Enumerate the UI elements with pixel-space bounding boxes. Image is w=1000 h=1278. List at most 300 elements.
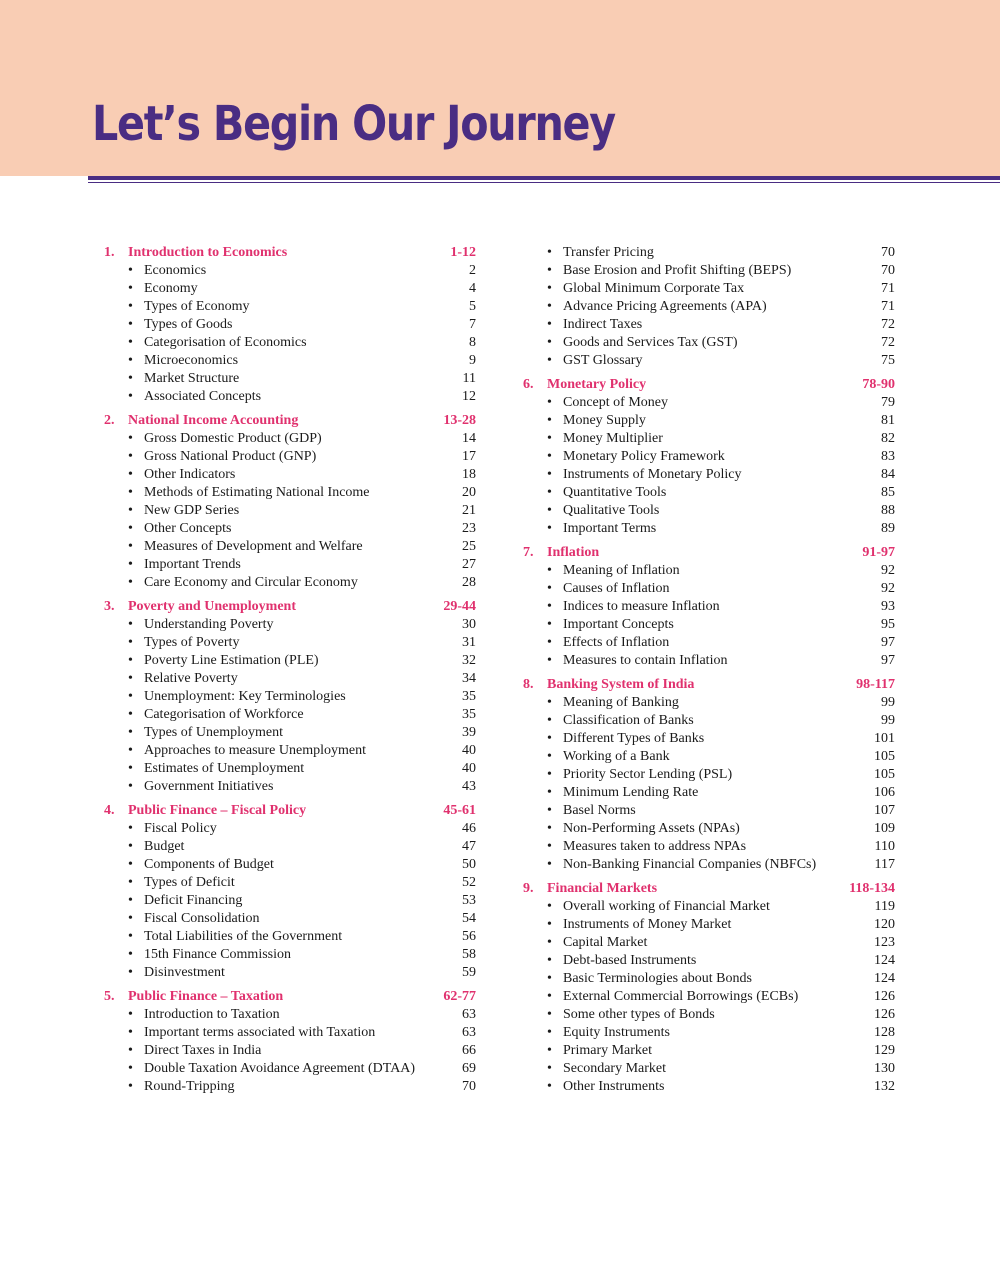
- toc-entry[interactable]: [523, 916, 895, 934]
- bullet-icon: •: [547, 635, 552, 650]
- title-rule-thin: [88, 182, 1000, 183]
- chapter-number: 7.: [523, 545, 534, 560]
- toc-entry[interactable]: [104, 298, 476, 316]
- bullet-icon: •: [547, 857, 552, 872]
- bullet-icon: •: [128, 671, 133, 686]
- bullet-icon: •: [547, 713, 552, 728]
- toc-entry[interactable]: [523, 1024, 895, 1042]
- toc-entry[interactable]: [104, 334, 476, 352]
- entry-label: Fiscal Consolidation: [144, 911, 260, 926]
- chapter-title: National Income Accounting: [128, 413, 299, 428]
- entry-page: 52: [462, 875, 476, 890]
- bullet-icon: •: [128, 857, 133, 872]
- entry-page: 132: [874, 1079, 895, 1094]
- bullet-icon: •: [128, 875, 133, 890]
- toc-entry[interactable]: [104, 1006, 476, 1024]
- chapter-number: 3.: [104, 599, 115, 614]
- entry-page: 70: [881, 263, 895, 278]
- toc-entry[interactable]: [104, 910, 476, 928]
- entry-label: Introduction to Taxation: [144, 1007, 280, 1022]
- toc-entry[interactable]: [523, 988, 895, 1006]
- entry-page: 95: [881, 617, 895, 632]
- chapter-heading[interactable]: [104, 412, 476, 430]
- toc-entry[interactable]: [523, 280, 895, 298]
- entry-label: Types of Unemployment: [144, 725, 283, 740]
- entry-page: 71: [881, 281, 895, 296]
- toc-entry[interactable]: [523, 1006, 895, 1024]
- entry-label: Market Structure: [144, 371, 240, 386]
- bullet-icon: •: [547, 653, 552, 668]
- entry-page: 12: [462, 389, 476, 404]
- chapter-heading[interactable]: [523, 376, 895, 394]
- bullet-icon: •: [128, 689, 133, 704]
- entry-page: 84: [881, 467, 895, 482]
- toc-entry[interactable]: [104, 1042, 476, 1060]
- chapter-heading[interactable]: [523, 880, 895, 898]
- entry-page: 105: [874, 767, 895, 782]
- bullet-icon: •: [128, 299, 133, 314]
- toc-entry[interactable]: [523, 298, 895, 316]
- entry-page: 99: [881, 695, 895, 710]
- toc-entry[interactable]: [104, 964, 476, 982]
- chapter-heading[interactable]: [104, 988, 476, 1006]
- toc-chapter: [104, 412, 476, 592]
- toc-chapter: [104, 244, 476, 406]
- bullet-icon: •: [128, 635, 133, 650]
- entry-page: 124: [874, 953, 895, 968]
- bullet-icon: •: [128, 947, 133, 962]
- toc-entry[interactable]: [523, 898, 895, 916]
- chapter-title: Public Finance – Taxation: [128, 989, 284, 1004]
- toc-entry[interactable]: [523, 616, 895, 634]
- toc-entry[interactable]: [104, 652, 476, 670]
- entry-label: Categorisation of Workforce: [144, 707, 304, 722]
- toc-entry[interactable]: [104, 946, 476, 964]
- entry-page: 89: [881, 521, 895, 536]
- bullet-icon: •: [547, 695, 552, 710]
- toc-entry[interactable]: [523, 580, 895, 598]
- entry-page: 32: [462, 653, 476, 668]
- entry-label: Qualitative Tools: [563, 503, 660, 518]
- entry-label: Poverty Line Estimation (PLE): [144, 653, 319, 668]
- bullet-icon: •: [128, 317, 133, 332]
- entry-label: Important terms associated with Taxation: [144, 1025, 376, 1040]
- entry-label: Care Economy and Circular Economy: [144, 575, 358, 590]
- entry-page: 4: [469, 281, 476, 296]
- entry-page: 14: [462, 431, 476, 446]
- entry-page: 126: [874, 989, 895, 1004]
- entry-label: Economy: [144, 281, 198, 296]
- toc-entry[interactable]: [104, 1078, 476, 1096]
- toc-entry[interactable]: [104, 262, 476, 280]
- toc-chapter: [523, 544, 895, 670]
- entry-label: Quantitative Tools: [563, 485, 667, 500]
- entry-page: 8: [469, 335, 476, 350]
- toc-chapter: [523, 376, 895, 538]
- entry-page: 43: [462, 779, 476, 794]
- toc-entry[interactable]: [104, 838, 476, 856]
- entry-page: 117: [874, 857, 895, 872]
- toc-entry[interactable]: [104, 388, 476, 406]
- toc-entry[interactable]: [523, 1042, 895, 1060]
- toc-entry[interactable]: [523, 262, 895, 280]
- entry-page: 39: [462, 725, 476, 740]
- toc-chapter: [523, 244, 895, 370]
- entry-page: 27: [462, 557, 476, 572]
- entry-label: Primary Market: [563, 1043, 653, 1058]
- toc-entry[interactable]: [523, 502, 895, 520]
- entry-page: 63: [462, 1025, 476, 1040]
- entry-label: Disinvestment: [144, 965, 225, 980]
- bullet-icon: •: [547, 617, 552, 632]
- toc-chapter: [523, 880, 895, 1096]
- toc-entry[interactable]: [523, 1060, 895, 1078]
- entry-page: 109: [874, 821, 895, 836]
- entry-label: Classification of Banks: [563, 713, 694, 728]
- toc-entry[interactable]: [523, 1078, 895, 1096]
- entry-page: 31: [462, 635, 476, 650]
- bullet-icon: •: [128, 1079, 133, 1094]
- bullet-icon: •: [547, 1079, 552, 1094]
- toc-entry[interactable]: [523, 484, 895, 502]
- toc-entry[interactable]: [523, 562, 895, 580]
- entry-page: 128: [874, 1025, 895, 1040]
- bullet-icon: •: [547, 449, 552, 464]
- entry-label: External Commercial Borrowings (ECBs): [563, 989, 799, 1004]
- chapter-heading[interactable]: [104, 598, 476, 616]
- toc-entry[interactable]: [523, 634, 895, 652]
- entry-label: Measures of Development and Welfare: [144, 539, 363, 554]
- toc-entry[interactable]: [523, 412, 895, 430]
- entry-page: 72: [881, 335, 895, 350]
- bullet-icon: •: [128, 743, 133, 758]
- chapter-page-range: 78-90: [862, 377, 895, 392]
- toc-chapter: [104, 988, 476, 1096]
- entry-label: Important Concepts: [563, 617, 674, 632]
- toc-entry[interactable]: [104, 778, 476, 796]
- entry-page: 34: [462, 671, 476, 686]
- toc-entry[interactable]: [523, 466, 895, 484]
- bullet-icon: •: [128, 779, 133, 794]
- toc-entry[interactable]: [104, 370, 476, 388]
- entry-page: 54: [462, 911, 476, 926]
- chapter-title: Public Finance – Fiscal Policy: [128, 803, 307, 818]
- bullet-icon: •: [547, 413, 552, 428]
- toc-entry[interactable]: [523, 820, 895, 838]
- toc-entry[interactable]: [523, 352, 895, 370]
- chapter-page-range: 98-117: [856, 677, 895, 692]
- toc-entry[interactable]: [523, 730, 895, 748]
- entry-page: 5: [469, 299, 476, 314]
- bullet-icon: •: [128, 821, 133, 836]
- entry-label: Meaning of Inflation: [563, 563, 680, 578]
- entry-page: 130: [874, 1061, 895, 1076]
- toc-entry[interactable]: [104, 556, 476, 574]
- toc-entry[interactable]: [523, 748, 895, 766]
- bullet-icon: •: [128, 557, 133, 572]
- bullet-icon: •: [128, 521, 133, 536]
- bullet-icon: •: [547, 503, 552, 518]
- entry-label: Deficit Financing: [144, 893, 243, 908]
- bullet-icon: •: [547, 971, 552, 986]
- toc-entry[interactable]: [104, 928, 476, 946]
- toc-entry[interactable]: [104, 670, 476, 688]
- entry-label: Other Concepts: [144, 521, 232, 536]
- entry-label: Types of Goods: [144, 317, 233, 332]
- entry-page: 106: [874, 785, 895, 800]
- entry-label: Important Trends: [144, 557, 241, 572]
- entry-label: Types of Poverty: [144, 635, 240, 650]
- chapter-heading[interactable]: [104, 802, 476, 820]
- bullet-icon: •: [547, 353, 552, 368]
- entry-label: Priority Sector Lending (PSL): [563, 767, 733, 782]
- entry-label: Gross National Product (GNP): [144, 449, 317, 464]
- chapter-page-range: 118-134: [849, 881, 895, 896]
- entry-label: Money Multiplier: [563, 431, 663, 446]
- chapter-heading[interactable]: [104, 244, 476, 262]
- bullet-icon: •: [128, 761, 133, 776]
- toc-entry[interactable]: [104, 820, 476, 838]
- entry-label: Gross Domestic Product (GDP): [144, 431, 322, 446]
- toc-entry[interactable]: [104, 466, 476, 484]
- bullet-icon: •: [547, 1007, 552, 1022]
- toc-entry[interactable]: [523, 934, 895, 952]
- toc-entry[interactable]: [523, 766, 895, 784]
- bullet-icon: •: [128, 353, 133, 368]
- entry-label: Basel Norms: [563, 803, 636, 818]
- entry-label: Indices to measure Inflation: [563, 599, 720, 614]
- entry-label: Government Initiatives: [144, 779, 274, 794]
- entry-page: 92: [881, 563, 895, 578]
- entry-label: Basic Terminologies about Bonds: [563, 971, 752, 986]
- toc-entry[interactable]: [104, 448, 476, 466]
- entry-page: 92: [881, 581, 895, 596]
- chapter-title: Banking System of India: [547, 677, 695, 692]
- chapter-heading[interactable]: [523, 676, 895, 694]
- toc-entry[interactable]: [104, 760, 476, 778]
- bullet-icon: •: [128, 839, 133, 854]
- bullet-icon: •: [547, 395, 552, 410]
- toc-entry[interactable]: [523, 838, 895, 856]
- chapter-heading[interactable]: [523, 544, 895, 562]
- toc-entry[interactable]: [104, 892, 476, 910]
- entry-page: 110: [874, 839, 895, 854]
- chapter-page-range: 13-28: [443, 413, 476, 428]
- entry-page: 40: [462, 761, 476, 776]
- bullet-icon: •: [128, 707, 133, 722]
- page-title: Let’s Begin Our Journey: [92, 96, 615, 152]
- bullet-icon: •: [547, 917, 552, 932]
- toc-entry[interactable]: [104, 1060, 476, 1078]
- toc-entry[interactable]: [104, 280, 476, 298]
- toc-entry[interactable]: [104, 616, 476, 634]
- chapter-number: 1.: [104, 245, 115, 260]
- entry-page: 79: [881, 395, 895, 410]
- toc-entry[interactable]: [104, 634, 476, 652]
- entry-page: 81: [881, 413, 895, 428]
- toc-entry[interactable]: [104, 316, 476, 334]
- entry-label: Budget: [144, 839, 185, 854]
- toc-entry[interactable]: [104, 502, 476, 520]
- bullet-icon: •: [547, 839, 552, 854]
- entry-label: Some other types of Bonds: [563, 1007, 715, 1022]
- entry-page: 97: [881, 635, 895, 650]
- toc-entry[interactable]: [104, 724, 476, 742]
- entry-label: 15th Finance Commission: [144, 947, 291, 962]
- toc-entry[interactable]: [104, 742, 476, 760]
- toc-entry[interactable]: [104, 688, 476, 706]
- toc-left-column: [104, 244, 476, 1102]
- toc-entry[interactable]: [523, 694, 895, 712]
- toc-entry[interactable]: [104, 520, 476, 538]
- toc-entry[interactable]: [523, 856, 895, 874]
- entry-page: 35: [462, 707, 476, 722]
- entry-label: Meaning of Banking: [563, 695, 679, 710]
- entry-label: Microeconomics: [144, 353, 239, 368]
- bullet-icon: •: [547, 785, 552, 800]
- bullet-icon: •: [128, 965, 133, 980]
- chapter-title: Monetary Policy: [547, 377, 647, 392]
- toc-entry[interactable]: [523, 244, 895, 262]
- entry-label: Non-Banking Financial Companies (NBFCs): [563, 857, 817, 872]
- toc-entry[interactable]: [523, 784, 895, 802]
- toc-entry[interactable]: [523, 430, 895, 448]
- entry-label: Round-Tripping: [144, 1079, 235, 1094]
- chapter-number: 6.: [523, 377, 534, 392]
- entry-page: 46: [462, 821, 476, 836]
- chapter-title: Inflation: [547, 545, 600, 560]
- entry-page: 70: [881, 245, 895, 260]
- entry-label: Double Taxation Avoidance Agreement (DTAA): [144, 1061, 416, 1076]
- entry-label: Secondary Market: [563, 1061, 667, 1076]
- bullet-icon: •: [128, 281, 133, 296]
- toc-entry[interactable]: [104, 1024, 476, 1042]
- entry-page: 97: [881, 653, 895, 668]
- toc-entry[interactable]: [523, 520, 895, 538]
- entry-page: 105: [874, 749, 895, 764]
- entry-label: Debt-based Instruments: [563, 953, 697, 968]
- entry-label: Base Erosion and Profit Shifting (BEPS): [563, 263, 792, 278]
- entry-label: Economics: [144, 263, 207, 278]
- bullet-icon: •: [547, 803, 552, 818]
- entry-label: Types of Economy: [144, 299, 250, 314]
- toc-entry[interactable]: [523, 802, 895, 820]
- toc-entry[interactable]: [523, 970, 895, 988]
- entry-page: 28: [462, 575, 476, 590]
- entry-label: Indirect Taxes: [563, 317, 643, 332]
- toc-chapter: [523, 676, 895, 874]
- entry-page: 40: [462, 743, 476, 758]
- toc-entry[interactable]: [523, 598, 895, 616]
- entry-page: 82: [881, 431, 895, 446]
- toc-entry[interactable]: [523, 394, 895, 412]
- entry-label: Instruments of Money Market: [563, 917, 732, 932]
- bullet-icon: •: [128, 1043, 133, 1058]
- toc-entry[interactable]: [523, 652, 895, 670]
- entry-page: 107: [874, 803, 895, 818]
- entry-page: 126: [874, 1007, 895, 1022]
- toc-right-column: [523, 244, 895, 1102]
- bullet-icon: •: [547, 317, 552, 332]
- entry-page: 11: [462, 371, 476, 386]
- entry-page: 56: [462, 929, 476, 944]
- toc-entry[interactable]: [104, 706, 476, 724]
- bullet-icon: •: [547, 1025, 552, 1040]
- bullet-icon: •: [547, 335, 552, 350]
- toc-entry[interactable]: [523, 712, 895, 730]
- entry-page: 25: [462, 539, 476, 554]
- bullet-icon: •: [547, 731, 552, 746]
- bullet-icon: •: [128, 263, 133, 278]
- chapter-page-range: 1-12: [450, 245, 476, 260]
- bullet-icon: •: [547, 521, 552, 536]
- entry-label: Working of a Bank: [563, 749, 670, 764]
- entry-label: Measures to contain Inflation: [563, 653, 728, 668]
- entry-label: Instruments of Monetary Policy: [563, 467, 742, 482]
- bullet-icon: •: [128, 503, 133, 518]
- entry-label: Concept of Money: [563, 395, 668, 410]
- entry-label: Components of Budget: [144, 857, 274, 872]
- entry-page: 7: [469, 317, 476, 332]
- bullet-icon: •: [128, 617, 133, 632]
- chapter-title: Financial Markets: [547, 881, 658, 896]
- entry-label: Goods and Services Tax (GST): [563, 335, 738, 350]
- toc-entry[interactable]: [104, 574, 476, 592]
- entry-page: 20: [462, 485, 476, 500]
- entry-page: 47: [462, 839, 476, 854]
- bullet-icon: •: [128, 1025, 133, 1040]
- bullet-icon: •: [128, 389, 133, 404]
- entry-page: 63: [462, 1007, 476, 1022]
- toc-entry[interactable]: [104, 874, 476, 892]
- chapter-number: 9.: [523, 881, 534, 896]
- entry-page: 66: [462, 1043, 476, 1058]
- entry-label: Monetary Policy Framework: [563, 449, 725, 464]
- chapter-number: 5.: [104, 989, 115, 1004]
- toc-entry[interactable]: [523, 316, 895, 334]
- entry-page: 21: [462, 503, 476, 518]
- entry-label: Non-Performing Assets (NPAs): [563, 821, 740, 836]
- bullet-icon: •: [128, 575, 133, 590]
- bullet-icon: •: [128, 431, 133, 446]
- entry-page: 58: [462, 947, 476, 962]
- toc-entry[interactable]: [104, 430, 476, 448]
- toc-entry[interactable]: [523, 952, 895, 970]
- bullet-icon: •: [547, 935, 552, 950]
- entry-page: 50: [462, 857, 476, 872]
- bullet-icon: •: [128, 911, 133, 926]
- bullet-icon: •: [547, 1043, 552, 1058]
- toc-entry[interactable]: [523, 334, 895, 352]
- toc-chapter: [104, 802, 476, 982]
- bullet-icon: •: [547, 431, 552, 446]
- bullet-icon: •: [547, 953, 552, 968]
- toc-entry[interactable]: [104, 856, 476, 874]
- entry-label: Methods of Estimating National Income: [144, 485, 370, 500]
- entry-label: Understanding Poverty: [144, 617, 274, 632]
- entry-page: 101: [874, 731, 895, 746]
- bullet-icon: •: [547, 899, 552, 914]
- entry-page: 129: [874, 1043, 895, 1058]
- title-rule: [88, 176, 1000, 180]
- toc-entry[interactable]: [523, 448, 895, 466]
- toc-entry[interactable]: [104, 538, 476, 556]
- toc-entry[interactable]: [104, 484, 476, 502]
- entry-page: 30: [462, 617, 476, 632]
- entry-label: Important Terms: [563, 521, 657, 536]
- entry-label: Types of Deficit: [144, 875, 235, 890]
- toc-entry[interactable]: [104, 352, 476, 370]
